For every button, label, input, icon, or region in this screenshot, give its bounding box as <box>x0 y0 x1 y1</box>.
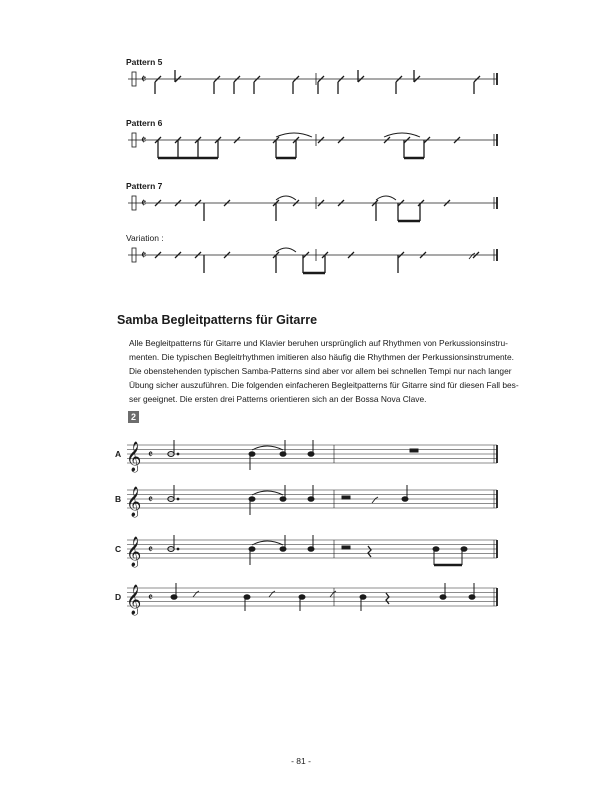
example-number-badge: 2 <box>128 411 139 423</box>
staff-pattern-6 <box>128 133 497 147</box>
paragraph-line: menten. Die typischen Begleitrhythmen imitieren also häufig die Rhythmen der Perkussionsinstrumente. <box>129 352 514 363</box>
paragraph-line: Alle Begleitpatterns für Gitarre und Klavier beruhen ursprünglich auf Rhythmen von Perkussionsinstru- <box>129 338 508 348</box>
staff-variation <box>128 248 497 262</box>
section-title: Samba Begleitpatterns für Gitarre <box>117 313 318 327</box>
row-letter: C <box>115 544 122 554</box>
pattern-label: Pattern 5 <box>126 57 163 67</box>
svg-text:𝄵: 𝄵 <box>148 543 153 556</box>
rhythm-notes <box>155 70 480 273</box>
svg-text:𝄵: 𝄵 <box>141 196 147 210</box>
variation-label: Variation : <box>126 233 164 243</box>
svg-text:𝄵: 𝄵 <box>141 72 147 86</box>
svg-text:𝄞: 𝄞 <box>126 487 142 517</box>
staff-pattern-7 <box>128 196 497 210</box>
pattern-label: Pattern 6 <box>126 118 163 128</box>
staff-pattern-5 <box>128 72 497 86</box>
svg-text:𝄵: 𝄵 <box>148 591 153 604</box>
pattern-label: Pattern 7 <box>126 181 163 191</box>
row-letter: B <box>115 494 122 504</box>
svg-text:𝄞: 𝄞 <box>126 537 142 567</box>
standard-notes <box>168 440 475 611</box>
page-number: - 81 - <box>291 756 311 766</box>
svg-text:𝄞: 𝄞 <box>126 585 142 615</box>
svg-text:𝄵: 𝄵 <box>148 448 153 461</box>
svg-text:𝄞: 𝄞 <box>126 442 142 472</box>
paragraph-line: ser geeignet. Die ersten drei Patterns orientieren sich an der Bossa Nova Clave. <box>129 394 427 405</box>
paragraph-line: Die obenstehenden typischen Samba-Patterns sind aber vor allem bei schnellen Tempi nur nach langer <box>129 366 512 377</box>
row-letter: D <box>115 592 122 602</box>
paragraph-line: Übung sicher auszuführen. Die folgenden einfacheren Begleitpatterns für Gitarre sind für diesen Fall bes- <box>129 380 519 391</box>
svg-text:𝄵: 𝄵 <box>148 493 153 506</box>
body-paragraph <box>129 336 519 406</box>
row-letter: A <box>115 449 122 459</box>
svg-text:𝄵: 𝄵 <box>141 248 147 262</box>
svg-text:𝄵: 𝄵 <box>141 133 147 147</box>
